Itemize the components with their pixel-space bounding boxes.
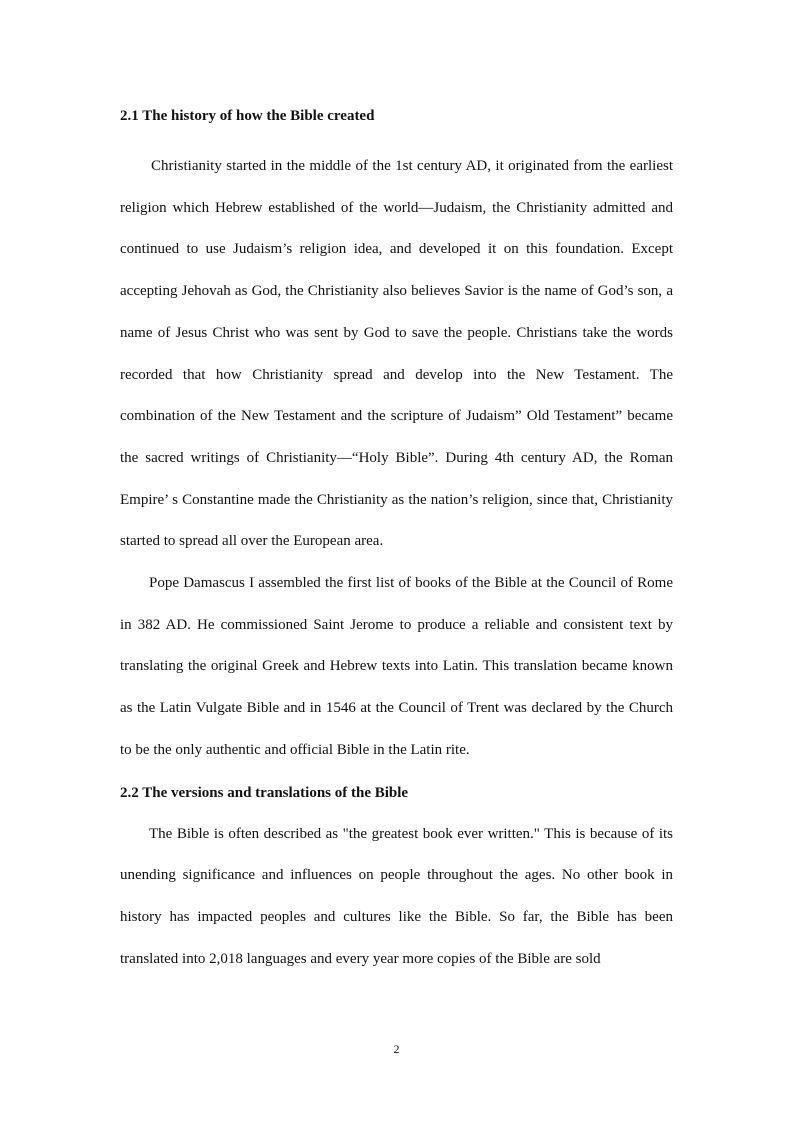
paragraph-pope-damascus: Pope Damascus I assembled the first list of books of the Bible at the Council of Rome in 382 AD. He commissioned Saint Jerome to produce a reliable and consistent text by translating the original Greek and Hebrew texts into Latin. This translation became known as the Latin Vulgate Bible and in 1546 at the Council of Trent was declared by the Church to be the only authentic and official Bible in the Latin rite.: [120, 575, 673, 758]
paragraph-christianity-origin: Christianity started in the middle of the 1st century AD, it originated from the earliest religion which Hebrew established of the world—Judaism, the Christianity admitted and continued to use Judaism’s religion idea, and developed it on this foundation. Except accepting Jehovah as God, the Christianity also believes Savior is the name of God’s son, a name of Jesus Christ who was sent by God to save the people. Christians take the words recorded that how Christianity spread and develop into the New Testament. The combination of the New Testament and the scripture of Judaism” Old Testament” became the sacred writings of Christianity—“Holy Bible”. During 4th century AD, the Roman Empire’ s Constantine made the Christianity as the nation’s religion, since that, Christianity started to spread all over the European area.: [120, 158, 673, 550]
section-heading-history: 2.1 The history of how the Bible created: [120, 108, 375, 124]
section-heading-versions: 2.2 The versions and translations of the Bible: [120, 784, 409, 801]
page-number: 2: [393, 1042, 400, 1056]
page-content: [120, 104, 673, 980]
paragraph-greatest-book: The Bible is often described as "the greatest book ever written." This is because of its unending significance and influences on people throughout the ages. No other book in history has impacted peoples and cultures like the Bible. So far, the Bible has been translated into 2,018 languages and every year more copies of the Bible are sold: [120, 825, 673, 967]
